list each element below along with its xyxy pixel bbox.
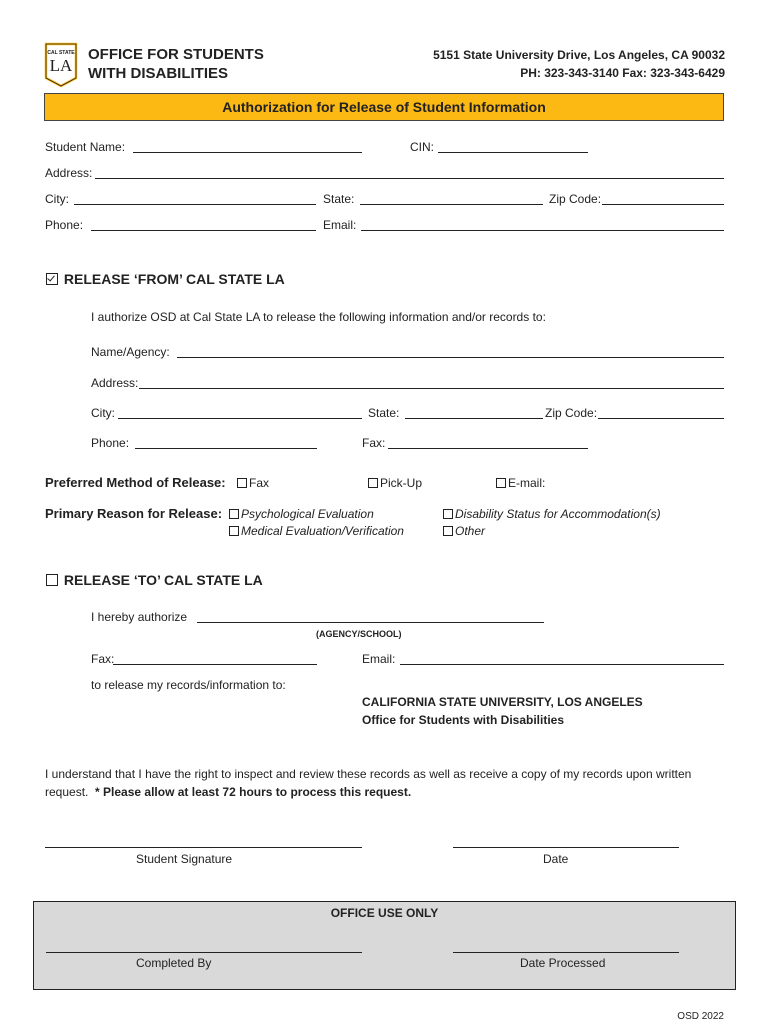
rights-statement-text: I understand that I have the right to inspect and review these records as well as receive a copy of my records upon written request. — [45, 767, 692, 799]
recipient-university: CALIFORNIA STATE UNIVERSITY, LOS ANGELES — [362, 695, 643, 709]
release-from-checkbox[interactable] — [46, 273, 58, 285]
logo — [44, 42, 78, 88]
reason-other-checkbox[interactable] — [443, 526, 453, 536]
office-name-line2: WITH DISABILITIES — [88, 65, 228, 82]
reason-psych-checkbox[interactable] — [229, 509, 239, 519]
student-city-field[interactable] — [74, 204, 316, 205]
method-fax-label: Fax — [249, 476, 270, 490]
reason-psych-label: Psychological Evaluation — [241, 507, 374, 521]
student-name-label: Student Name: — [45, 140, 126, 154]
authorize-agency-label: I hereby authorize — [91, 610, 188, 624]
student-phone-field[interactable] — [91, 230, 316, 231]
student-signature-field[interactable] — [45, 847, 362, 848]
completed-by-label: Completed By — [136, 956, 212, 970]
release-to-fax-label: Fax: — [91, 652, 115, 666]
student-state-label: State: — [323, 192, 355, 206]
method-email-checkbox[interactable] — [496, 478, 506, 488]
student-name-field[interactable] — [133, 152, 362, 153]
processing-notice: * Please allow at least 72 hours to process this request. — [95, 785, 412, 799]
form-title-bar — [44, 93, 724, 121]
office-address: 5151 State University Drive, Los Angeles, CA 90032 — [433, 48, 725, 62]
student-state-field[interactable] — [360, 204, 543, 205]
method-fax-checkbox[interactable] — [237, 478, 247, 488]
recipient-phone-field[interactable] — [135, 448, 317, 449]
student-signature-label: Student Signature — [136, 852, 233, 866]
method-email-option[interactable] — [496, 476, 545, 490]
recipient-zip-field[interactable] — [598, 418, 724, 419]
recipient-address-label: Address: — [91, 376, 139, 390]
recipient-zip-label: Zip Code: — [545, 406, 598, 420]
student-email-field[interactable] — [361, 230, 724, 231]
authorize-agency-field[interactable] — [197, 622, 544, 623]
method-pickup-checkbox[interactable] — [368, 478, 378, 488]
method-pickup-option[interactable] — [368, 476, 422, 490]
recipient-state-label: State: — [368, 406, 400, 420]
signature-date-field[interactable] — [453, 847, 679, 848]
office-use-box — [33, 901, 736, 990]
logo-main-text: LA — [49, 56, 73, 75]
agency-school-caption: (AGENCY/SCHOOL) — [316, 629, 402, 639]
office-phone-fax: PH: 323-343-3140 Fax: 323-343-6429 — [520, 66, 725, 80]
completed-by-field[interactable] — [46, 952, 362, 953]
student-zip-field[interactable] — [602, 204, 724, 205]
date-processed-label: Date Processed — [520, 956, 606, 970]
release-to-statement: to release my records/information to: — [91, 678, 286, 692]
release-to-email-label: Email: — [362, 652, 396, 666]
reason-other-label: Other — [455, 524, 486, 538]
recipient-phone-label: Phone: — [91, 436, 130, 450]
release-from-heading-row — [46, 271, 285, 287]
office-name-line1: OFFICE FOR STUDENTS — [88, 46, 264, 63]
recipient-address-field[interactable] — [139, 388, 724, 389]
preferred-method-label: Preferred Method of Release: — [45, 475, 226, 490]
recipient-office: Office for Students with Disabilities — [362, 713, 565, 727]
release-to-heading: RELEASE ‘TO’ CAL STATE LA — [63, 572, 263, 588]
release-from-heading: RELEASE ‘FROM’ CAL STATE LA — [63, 271, 285, 287]
release-to-checkbox[interactable] — [46, 574, 58, 586]
student-city-label: City: — [45, 192, 69, 206]
release-to-email-field[interactable] — [400, 664, 724, 665]
reason-disability-label: Disability Status for Accommodation(s) — [455, 507, 661, 521]
release-to-fax-field[interactable] — [113, 664, 317, 665]
cin-label: CIN: — [410, 140, 434, 154]
office-use-title: OFFICE USE ONLY — [330, 906, 439, 920]
release-to-heading-row — [46, 572, 263, 588]
form-code: OSD 2022 — [677, 1011, 724, 1022]
method-pickup-label: Pick-Up — [380, 476, 423, 490]
reason-other-option[interactable] — [443, 524, 485, 538]
method-email-label: E-mail: — [508, 476, 546, 490]
recipient-state-field[interactable] — [405, 418, 543, 419]
reason-disability-checkbox[interactable] — [443, 509, 453, 519]
reason-medical-checkbox[interactable] — [229, 526, 239, 536]
primary-reason-label: Primary Reason for Release: — [45, 506, 223, 521]
recipient-fax-label: Fax: — [362, 436, 386, 450]
recipient-fax-field[interactable] — [388, 448, 588, 449]
recipient-city-field[interactable] — [118, 418, 362, 419]
student-zip-label: Zip Code: — [549, 192, 602, 206]
cin-field[interactable] — [438, 152, 588, 153]
reason-psych-option[interactable] — [229, 507, 374, 521]
reason-disability-option[interactable] — [443, 507, 661, 521]
recipient-name-agency-label: Name/Agency: — [91, 345, 170, 359]
form-title: Authorization for Release of Student Information — [222, 99, 546, 115]
reason-medical-option[interactable] — [229, 524, 404, 538]
student-address-label: Address: — [45, 166, 93, 180]
student-email-label: Email: — [323, 218, 357, 232]
student-address-field[interactable] — [95, 178, 724, 179]
reason-medical-label: Medical Evaluation/Verification — [241, 524, 404, 538]
recipient-city-label: City: — [91, 406, 115, 420]
rights-statement — [45, 765, 725, 801]
student-phone-label: Phone: — [45, 218, 84, 232]
release-from-intro: I authorize OSD at Cal State LA to release the following information and/or records to: — [91, 310, 546, 324]
method-fax-option[interactable] — [237, 476, 269, 490]
date-processed-field[interactable] — [453, 952, 679, 953]
recipient-name-agency-field[interactable] — [177, 357, 724, 358]
logo-top-text: CAL STATE — [47, 50, 75, 56]
signature-date-label: Date — [543, 852, 569, 866]
